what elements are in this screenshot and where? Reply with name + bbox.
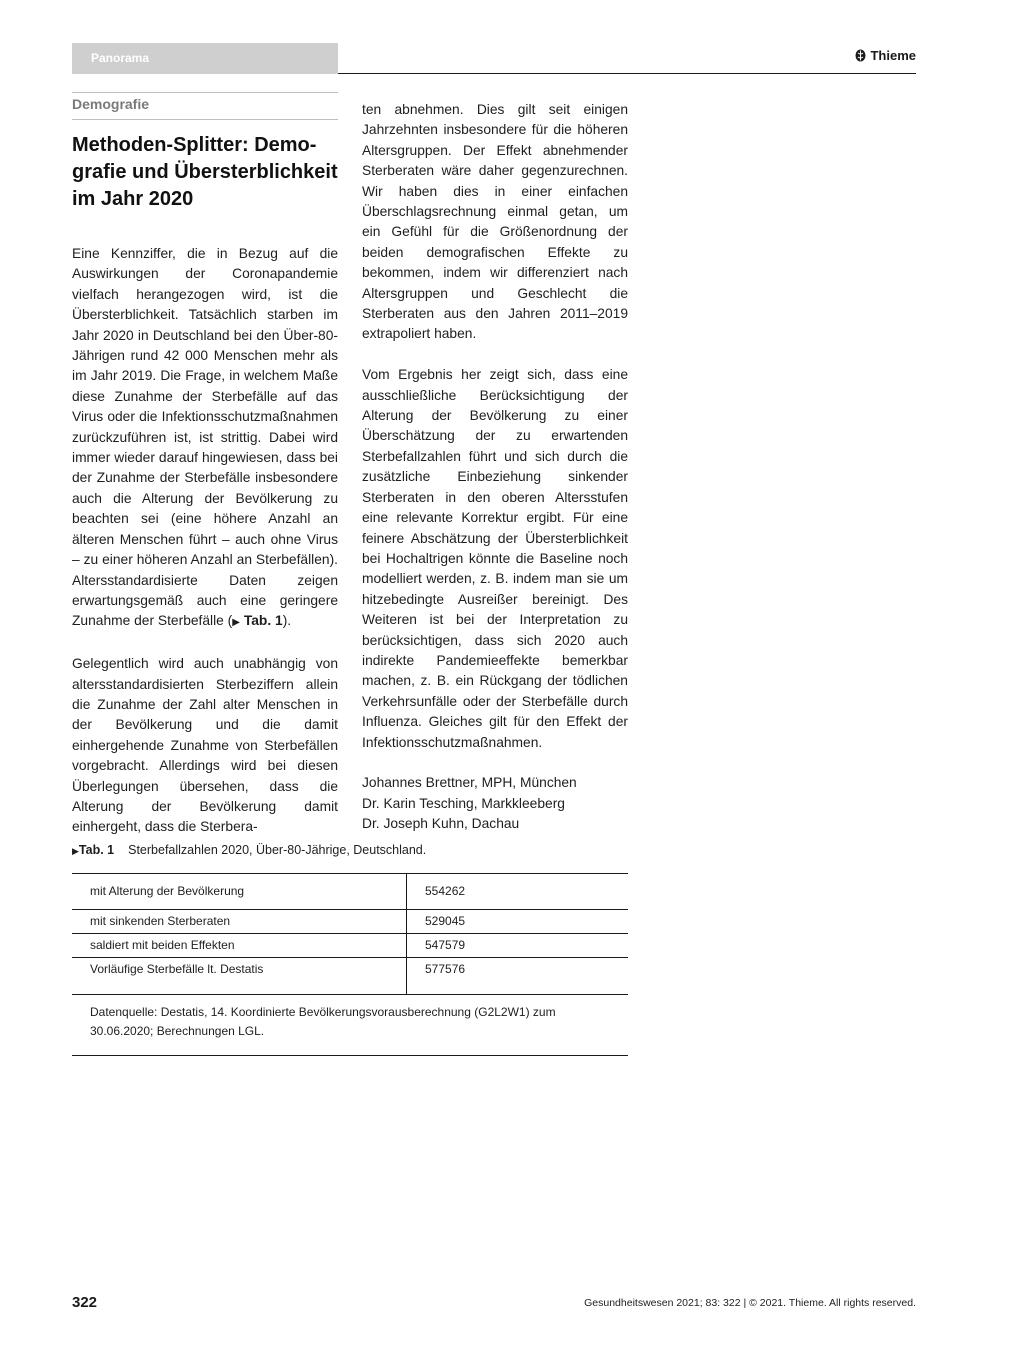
article-title: Methoden-Splitter: Demografie und Übersterblichkeit im Jahr 2020 xyxy=(72,134,338,210)
table-cell-value: 547579 xyxy=(407,934,629,958)
text-column-left xyxy=(72,244,338,858)
text-column-right xyxy=(362,100,628,855)
table-caption xyxy=(72,843,426,857)
arrow-icon: ▶ xyxy=(72,846,79,856)
author: Dr. Joseph Kuhn, Dachau xyxy=(362,816,520,832)
category-rule-bottom xyxy=(72,119,338,120)
citation-footer: Gesundheitswesen 2021; 83: 322 | © 2021. Thieme. All rights reserved. xyxy=(584,1297,916,1309)
table-cell-value: 577576 xyxy=(425,962,466,976)
header-rule xyxy=(338,73,916,74)
table-source-note: Datenquelle: Destatis, 14. Koordinierte Bevölkerungsvorausberechnung (G2L2W1) zum 30.06.2020; Berechnungen LGL. xyxy=(72,994,628,1055)
paragraph-text: Eine Kennziffer, die in Bezug auf die Auswirkungen der Coronapandemie vielfach herangezogen wird, ist die Übersterblichkeit. Tatsächlich starben im Jahr 2020 in Deutschland bei den Über-80-Jährigen rund 42 000 Menschen mehr als im Jahr 2019. Die Frage, in welchem Maße diese Zunahme der Sterbefälle auf das Virus oder die Infektionsschutzmaßnahmen zurückzuführen ist, ist strittig. Dabei wird immer wieder darauf hingewiesen, dass bei der Zunahme der Sterbefälle insbesondere auch die Alterung der Bevölkerung zu beachten sei (eine höhere Anzahl an älteren Menschen führt – auch ohne Virus – zu einer höheren Anzahl an Sterbefällen). Altersstandardisierte Daten zeigen erwartungsgemäß auch eine geringere Zunahme der Sterbefälle ( xyxy=(72,246,338,629)
category-rule-top xyxy=(72,92,338,93)
paragraph: ten abnehmen. Dies gilt seit einigen Jahrzehnten insbesondere für die höheren Altersgruppen. Der Effekt abnehmender Sterberaten wäre daher gegenzurechnen. Wir haben dies in einer einfachen Überschlagsrechnung einmal getan, um ein Gefühl für die Größenordnung der beiden demografischen Effekte zu bekommen, indem wir differenziert nach Altersgruppen und Geschlecht die Sterberaten aus den Jahren 2011–2019 extrapoliert haben. xyxy=(362,102,628,342)
paragraph: Vom Ergebnis her zeigt sich, dass eine ausschließliche Berücksichtigung der Alterung der Bevölkerung zu einer Überschätzung der zu erwartenden Sterbefallzahlen führt und sich durch die zusätzliche Einbeziehung sinkender Sterberaten in den oberen Altersstufen eine relevante Korrektur ergibt. Für eine feinere Abschätzung der Übersterblichkeit bei Hochaltrigen könnte die Baseline noch modelliert werden, z. B. indem man sie um hitzebedingte Ausreißer bereinigt. Des Weiteren ist bei der Interpretation zu berücksichtigen, dass sich 2020 auch indirekte Pandemieeffekte bemerkbar machen, z. B. ein Rückgang der tödlichen Verkehrsunfälle oder der Sterbefälle durch Influenza. Gleiches gilt für den Effekt der Infektionsschutzmaßnahmen. xyxy=(362,367,628,750)
table-id: Tab. 1 xyxy=(78,843,115,857)
page-number: 322 xyxy=(72,1294,98,1311)
data-table xyxy=(72,873,628,1056)
article-category: Demografie xyxy=(72,96,150,112)
author-list xyxy=(362,773,628,834)
table-cell-label: mit sinkenden Sterberaten xyxy=(72,910,407,934)
table-reference-link[interactable]: Tab. 1 xyxy=(243,613,283,629)
thieme-logo-icon xyxy=(855,49,866,62)
table-row xyxy=(72,958,628,995)
table-row xyxy=(72,934,628,958)
paragraph-text-end: ). xyxy=(282,613,292,629)
table-cell-value: 554262 xyxy=(407,874,629,910)
section-header-label: Panorama xyxy=(91,51,150,65)
table-row xyxy=(72,910,628,934)
table-cell-label: Vorläufige Sterbefälle lt. Destatis xyxy=(72,958,407,995)
table-cell-label: saldiert mit beiden Effekten xyxy=(72,934,407,958)
table-row xyxy=(72,874,628,910)
paragraph xyxy=(72,244,338,634)
table-ref-arrow: ▶ xyxy=(232,617,240,629)
author: Johannes Brettner, MPH, München xyxy=(362,775,577,791)
table-cell-value: 529045 xyxy=(407,910,629,934)
table-caption-text: Sterbefallzahlen 2020, Über-80-Jährige, Deutschland. xyxy=(128,843,427,857)
publisher-logo xyxy=(855,48,916,63)
publisher-name: Thieme xyxy=(870,48,916,63)
paragraph: Gelegentlich wird auch unabhängig von altersstandardisierten Sterbeziffern allein die Zunahme der Zahl alter Menschen in der Bevölkerung und die damit einhergehende Zunahme von Sterbefällen vorgebracht. Allerdings wird bei diesen Überlegungen übersehen, dass die Alterung der Bevölkerung damit einhergeht, dass die Sterbera- xyxy=(72,656,338,835)
table-cell-label: mit Alterung der Bevölkerung xyxy=(72,874,407,910)
author: Dr. Karin Tesching, Markkleeberg xyxy=(362,795,565,811)
section-header-band xyxy=(72,43,338,74)
